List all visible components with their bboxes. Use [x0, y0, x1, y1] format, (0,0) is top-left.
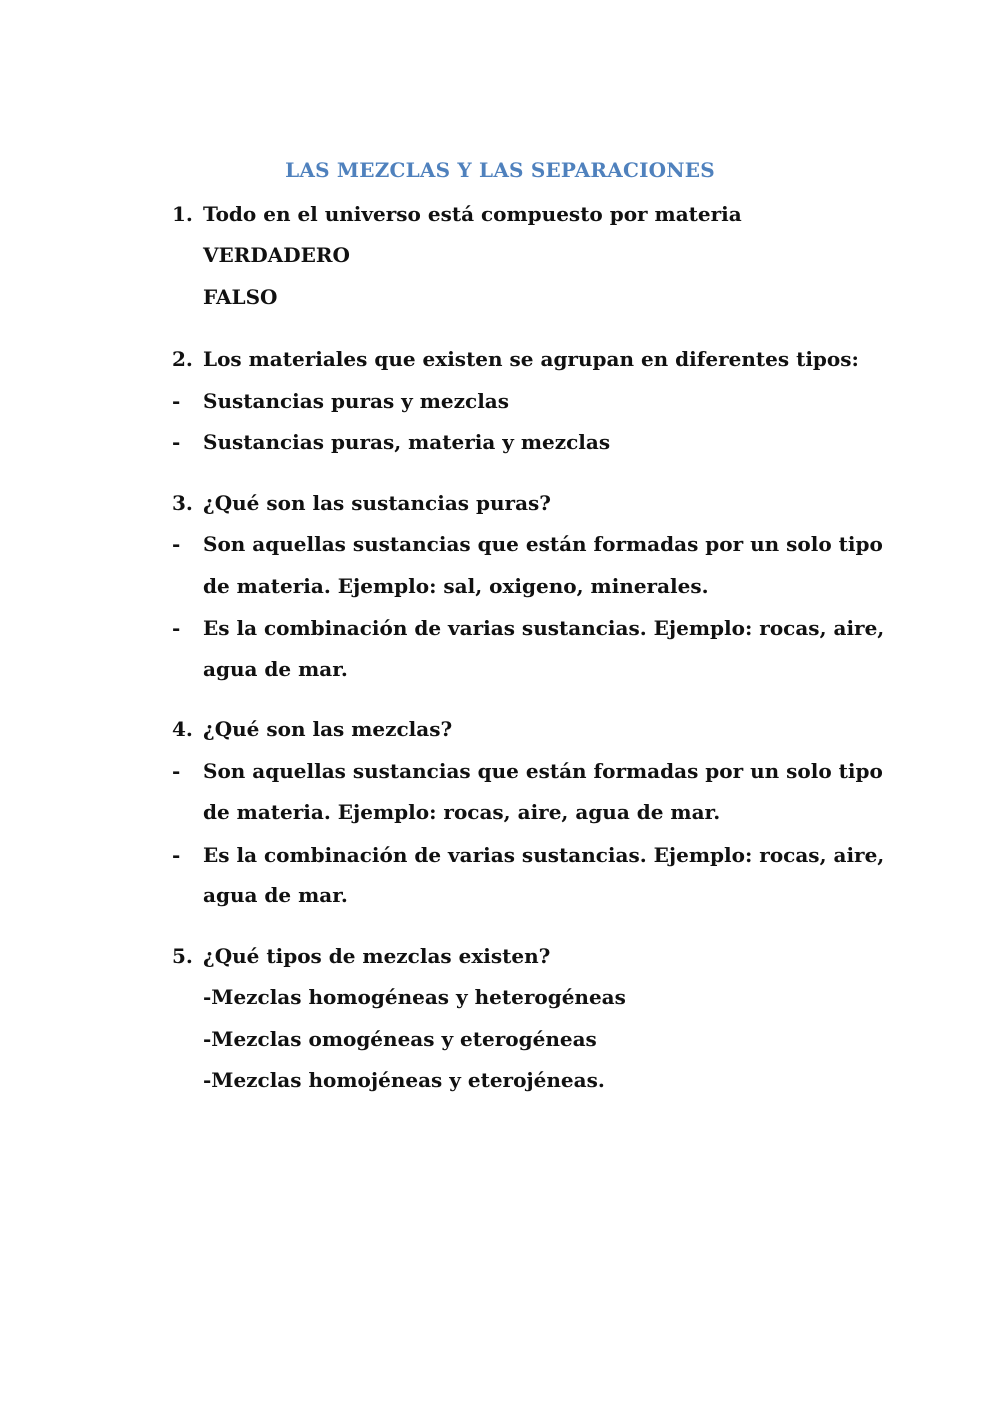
question-2-option-2[interactable]: Sustancias puras, materia y mezclas [203, 430, 611, 454]
question-3-option-1-line-2[interactable]: de materia. Ejemplo: sal, oxigeno, minerales. [203, 574, 709, 598]
question-2-text: Los materiales que existen se agrupan en diferentes tipos: [203, 347, 859, 371]
question-1-option-true[interactable]: VERDADERO [203, 243, 350, 267]
question-3-number: 3. [172, 491, 193, 515]
question-4-option-1-marker: - [172, 759, 181, 783]
question-1-number: 1. [172, 202, 193, 226]
question-3-option-1-line-1[interactable]: Son aquellas sustancias que están formadas por un solo tipo [203, 532, 883, 556]
question-1-text: Todo en el universo está compuesto por materia [203, 202, 742, 226]
question-4-option-2-marker: - [172, 843, 181, 867]
question-3-option-2-line-2[interactable]: agua de mar. [203, 657, 348, 681]
question-3-option-2-line-1[interactable]: Es la combinación de varias sustancias. Ejemplo: rocas, aire, [203, 616, 885, 640]
question-5-text: ¿Qué tipos de mezclas existen? [203, 944, 551, 968]
question-5-option-3[interactable]: -Mezclas homojéneas y eterojéneas. [203, 1068, 605, 1092]
question-2-option-1-marker: - [172, 389, 181, 413]
question-4-text: ¿Qué son las mezclas? [203, 717, 453, 741]
question-5-option-1[interactable]: -Mezclas homogéneas y heterogéneas [203, 985, 626, 1009]
question-3-text: ¿Qué son las sustancias puras? [203, 491, 552, 515]
question-4-option-2-line-2[interactable]: agua de mar. [203, 883, 348, 907]
question-2-option-2-marker: - [172, 430, 181, 454]
question-5-number: 5. [172, 944, 193, 968]
question-5-option-2[interactable]: -Mezclas omogéneas y eterogéneas [203, 1027, 597, 1051]
question-3-option-1-marker: - [172, 532, 181, 556]
question-4-option-1-line-1[interactable]: Son aquellas sustancias que están formadas por un solo tipo [203, 759, 883, 783]
question-3-option-2-marker: - [172, 616, 181, 640]
question-4-option-2-line-1[interactable]: Es la combinación de varias sustancias. Ejemplo: rocas, aire, [203, 843, 885, 867]
question-4-number: 4. [172, 717, 193, 741]
question-2-option-1[interactable]: Sustancias puras y mezclas [203, 389, 510, 413]
question-2-number: 2. [172, 347, 193, 371]
question-1-option-false[interactable]: FALSO [203, 285, 278, 309]
page-title: LAS MEZCLAS Y LAS SEPARACIONES [285, 158, 715, 182]
question-4-option-1-line-2[interactable]: de materia. Ejemplo: rocas, aire, agua de mar. [203, 800, 721, 824]
